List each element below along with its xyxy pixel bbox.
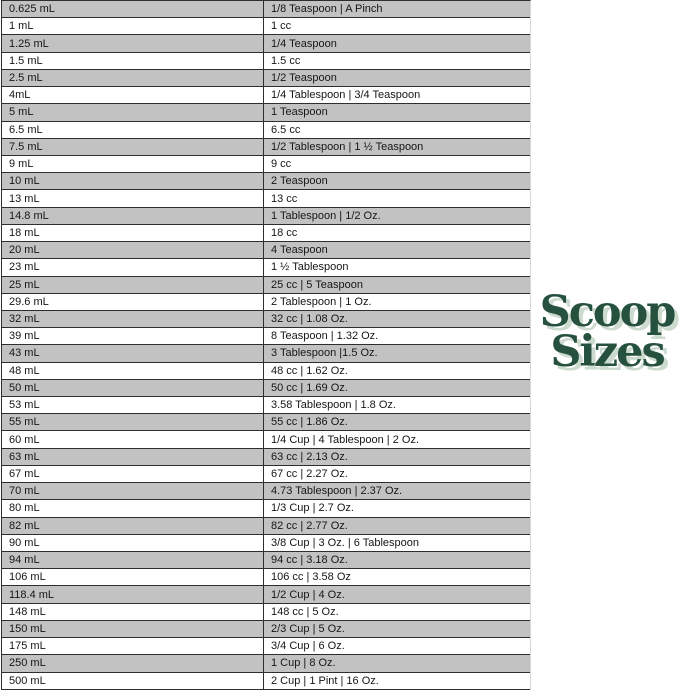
- equivalent-cell: 3/4 Cup | 6 Oz.: [271, 640, 345, 653]
- ml-cell: 13 mL: [2, 190, 264, 206]
- ml-cell: 25 mL: [2, 277, 264, 293]
- ml-cell: 148 mL: [2, 604, 264, 620]
- table-row: [2, 431, 530, 448]
- ml-cell: 10 mL: [2, 173, 264, 189]
- equivalent-cell: 13 cc: [271, 192, 298, 205]
- equivalent-cell: 94 cc | 3.18 Oz.: [271, 554, 348, 567]
- table-row: [2, 363, 530, 380]
- equivalent-cell: 2 Teaspoon: [271, 175, 328, 188]
- table-row: [2, 500, 530, 517]
- table-row: [2, 70, 530, 87]
- table-row: [2, 53, 530, 70]
- equivalent-cell: 1/8 Teaspoon | A Pinch: [271, 3, 383, 16]
- ml-cell: 18 mL: [2, 225, 264, 241]
- table-row: [2, 277, 530, 294]
- ml-cell: 250 mL: [2, 655, 264, 671]
- table-row: [2, 18, 530, 35]
- ml-cell: 94 mL: [2, 552, 264, 568]
- ml-cell: 1.5 mL: [2, 53, 264, 69]
- table-row: [2, 586, 530, 603]
- equivalent-cell: 18 cc: [271, 226, 298, 239]
- table-row: [2, 518, 530, 535]
- equivalent-cell: 55 cc | 1.86 Oz.: [271, 416, 348, 429]
- equivalent-cell: 3 Tablespoon |1.5 Oz.: [271, 347, 378, 360]
- ml-cell: 0.625 mL: [2, 1, 264, 17]
- ml-cell: 63 mL: [2, 449, 264, 465]
- table-row: [2, 156, 530, 173]
- ml-cell: 43 mL: [2, 345, 264, 361]
- table-row: [2, 139, 530, 156]
- table-row: [2, 380, 530, 397]
- table-row: [2, 655, 530, 672]
- table-row: [2, 294, 530, 311]
- ml-cell: 175 mL: [2, 638, 264, 654]
- table-row: [2, 345, 530, 362]
- ml-cell: 150 mL: [2, 621, 264, 637]
- equivalent-cell: 1 Tablespoon | 1/2 Oz.: [271, 209, 381, 222]
- equivalent-cell: 2 Tablespoon | 1 Oz.: [271, 295, 372, 308]
- table-row: [2, 604, 530, 621]
- equivalent-cell: 48 cc | 1.62 Oz.: [271, 364, 348, 377]
- table-row: [2, 535, 530, 552]
- ml-cell: 9 mL: [2, 156, 264, 172]
- ml-cell: 53 mL: [2, 397, 264, 413]
- equivalent-cell: 8 Teaspoon | 1.32 Oz.: [271, 330, 379, 343]
- ml-cell: 20 mL: [2, 242, 264, 258]
- ml-cell: 106 mL: [2, 569, 264, 585]
- ml-cell: 82 mL: [2, 518, 264, 534]
- logo-text-line2: Sizes: [550, 326, 664, 377]
- ml-cell: 39 mL: [2, 328, 264, 344]
- ml-cell: 32 mL: [2, 311, 264, 327]
- ml-cell: 118.4 mL: [2, 586, 264, 602]
- table-row: [2, 122, 530, 139]
- equivalent-cell: 1/2 Cup | 4 Oz.: [271, 588, 345, 601]
- equivalent-cell: 9 cc: [271, 158, 292, 171]
- ml-cell: 4mL: [2, 87, 264, 103]
- equivalent-cell: 82 cc | 2.77 Oz.: [271, 519, 348, 532]
- equivalent-cell: 1.5 cc: [271, 54, 301, 67]
- equivalent-cell: 4 Teaspoon: [271, 244, 328, 257]
- ml-cell: 500 mL: [2, 673, 264, 689]
- table-row: [2, 225, 530, 242]
- table-row: [2, 190, 530, 207]
- equivalent-cell: 32 cc | 1.08 Oz.: [271, 313, 348, 326]
- equivalent-cell: 4.73 Tablespoon | 2.37 Oz.: [271, 485, 403, 498]
- ml-cell: 1 mL: [2, 18, 264, 34]
- equivalent-cell: 25 cc | 5 Teaspoon: [271, 278, 363, 291]
- table-row: [2, 638, 530, 655]
- equivalent-cell: 1/3 Cup | 2.7 Oz.: [271, 502, 354, 515]
- equivalent-cell: 1/4 Cup | 4 Tablespoon | 2 Oz.: [271, 433, 419, 446]
- equivalent-cell: 2/3 Cup | 5 Oz.: [271, 622, 345, 635]
- table-row: [2, 208, 530, 225]
- table-row: [2, 673, 530, 690]
- ml-cell: 2.5 mL: [2, 70, 264, 86]
- equivalent-cell: 148 cc | 5 Oz.: [271, 605, 339, 618]
- table-row: [2, 259, 530, 276]
- ml-cell: 14.8 mL: [2, 208, 264, 224]
- ml-cell: 23 mL: [2, 259, 264, 275]
- ml-cell: 60 mL: [2, 431, 264, 447]
- equivalent-cell: 1 Cup | 8 Oz.: [271, 657, 336, 670]
- table-row: [2, 621, 530, 638]
- equivalent-cell: 63 cc | 2.13 Oz.: [271, 450, 348, 463]
- equivalent-cell: 1 Teaspoon: [271, 106, 328, 119]
- ml-cell: 48 mL: [2, 363, 264, 379]
- table-row: [2, 552, 530, 569]
- ml-cell: 55 mL: [2, 414, 264, 430]
- ml-cell: 50 mL: [2, 380, 264, 396]
- equivalent-cell: 1/4 Teaspoon: [271, 37, 337, 50]
- ml-cell: 7.5 mL: [2, 139, 264, 155]
- ml-cell: 5 mL: [2, 104, 264, 120]
- ml-cell: 90 mL: [2, 535, 264, 551]
- equivalent-cell: 2 Cup | 1 Pint | 16 Oz.: [271, 674, 379, 687]
- equivalent-cell: 106 cc | 3.58 Oz: [271, 571, 351, 584]
- equivalent-cell: 1/4 Tablespoon | 3/4 Teaspoon: [271, 89, 421, 102]
- table-row: [2, 104, 530, 121]
- equivalent-cell: 1 ½ Tablespoon: [271, 261, 349, 274]
- table-row: [2, 397, 530, 414]
- table-row: [2, 569, 530, 586]
- table-row: [2, 87, 530, 104]
- table-row: [2, 35, 530, 52]
- table-row: [2, 466, 530, 483]
- ml-cell: 1.25 mL: [2, 35, 264, 51]
- ml-cell: 67 mL: [2, 466, 264, 482]
- equivalent-cell: 67 cc | 2.27 Oz.: [271, 468, 348, 481]
- table-row: [2, 483, 530, 500]
- logo-scoop-sizes: [535, 287, 679, 377]
- equivalent-cell: 1 cc: [271, 20, 292, 33]
- ml-cell: 70 mL: [2, 483, 264, 499]
- ml-cell: 29.6 mL: [2, 294, 264, 310]
- conversion-table: [1, 0, 531, 690]
- table-row: [2, 242, 530, 259]
- logo-text-line1: Scoop: [539, 287, 675, 337]
- equivalent-cell: 1/2 Teaspoon: [271, 71, 337, 84]
- ml-cell: 80 mL: [2, 500, 264, 516]
- equivalent-cell: 3.58 Tablespoon | 1.8 Oz.: [271, 399, 396, 412]
- equivalent-cell: 3/8 Cup | 3 Oz. | 6 Tablespoon: [271, 536, 419, 549]
- table-row: [2, 173, 530, 190]
- equivalent-cell: 6.5 cc: [271, 123, 301, 136]
- equivalent-cell: 50 cc | 1.69 Oz.: [271, 381, 348, 394]
- equivalent-cell: 1/2 Tablespoon | 1 ½ Teaspoon: [271, 140, 424, 153]
- table-row: [2, 449, 530, 466]
- ml-cell: 6.5 mL: [2, 122, 264, 138]
- table-row: [2, 1, 530, 18]
- table-row: [2, 311, 530, 328]
- table-row: [2, 328, 530, 345]
- table-row: [2, 414, 530, 431]
